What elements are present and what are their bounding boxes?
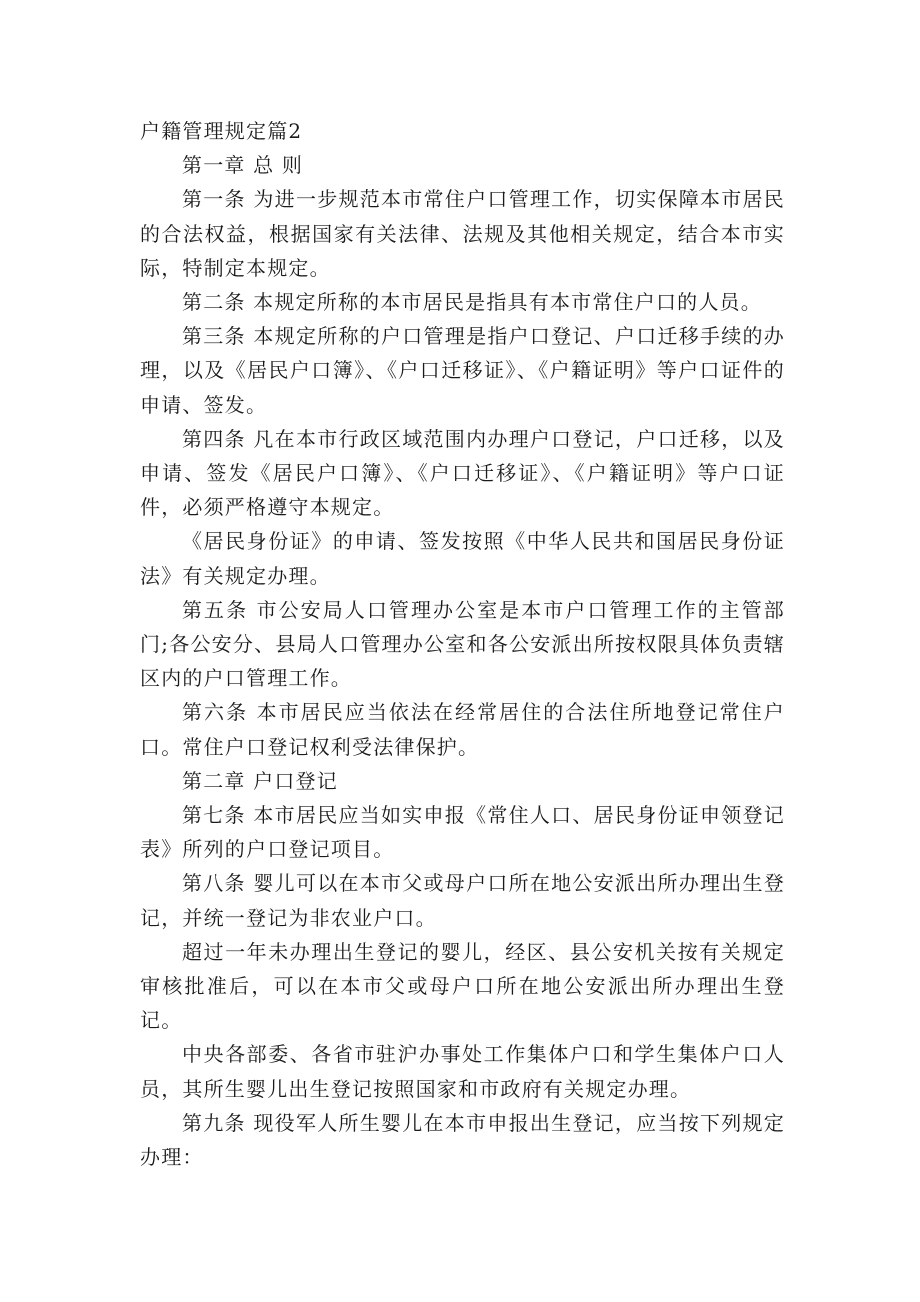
paragraph: 第三条 本规定所称的户口管理是指户口登记、户口迁移手续的办理，以及《居民户口簿》、《户口迁移证》、《户籍证明》等户口证件的申请、签发。 [140, 324, 785, 417]
paragraph: 第八条 婴儿可以在本市父或母户口所在地公安派出所办理出生登记，并统一登记为非农业户口。 [140, 871, 785, 930]
paragraph: 第六条 本市居民应当依法在经常居住的合法住所地登记常住户口。常住户口登记权利受法律保护。 [140, 700, 785, 759]
paragraph: 《居民身份证》的申请、签发按照《中华人民共和国居民身份证法》有关规定办理。 [140, 529, 785, 588]
paragraph: 第五条 市公安局人口管理办公室是本市户口管理工作的主管部门;各公安分、县局人口管理办公室和各公安派出所按权限具体负责辖区内的户口管理工作。 [140, 597, 785, 691]
document-page [140, 114, 785, 1174]
paragraph: 第七条 本市居民应当如实申报《常住人口、居民身份证申领登记表》所列的户口登记项目。 [140, 803, 785, 862]
paragraph: 第四条 凡在本市行政区域范围内办理户口登记，户口迁移，以及申请、签发《居民户口簿》、《户口迁移证》、《户籍证明》等户口证件，必须严格遵守本规定。 [140, 426, 785, 520]
paragraph: 超过一年未办理出生登记的婴儿，经区、县公安机关按有关规定审核批准后，可以在本市父或母户口所在地公安派出所办理出生登记。 [140, 939, 785, 1033]
paragraph: 第九条 现役军人所生婴儿在本市申报出生登记，应当按下列规定办理： [140, 1110, 785, 1170]
paragraph: 第二条 本规定所称的本市居民是指具有本市常住户口的人员。 [182, 290, 762, 315]
document-title: 户籍管理规定篇2 [140, 119, 303, 143]
chapter-heading: 第二章 户口登记 [182, 768, 338, 793]
paragraph: 第一条 为进一步规范本市常住户口管理工作，切实保障本市居民的合法权益，根据国家有关法律、法规及其他相关规定，结合本市实际，特制定本规定。 [140, 187, 785, 280]
paragraph: 中央各部委、各省市驻沪办事处工作集体户口和学生集体户口人员，其所生婴儿出生登记按照国家和市政府有关规定办理。 [140, 1042, 785, 1101]
chapter-heading: 第一章 总 则 [182, 153, 304, 178]
